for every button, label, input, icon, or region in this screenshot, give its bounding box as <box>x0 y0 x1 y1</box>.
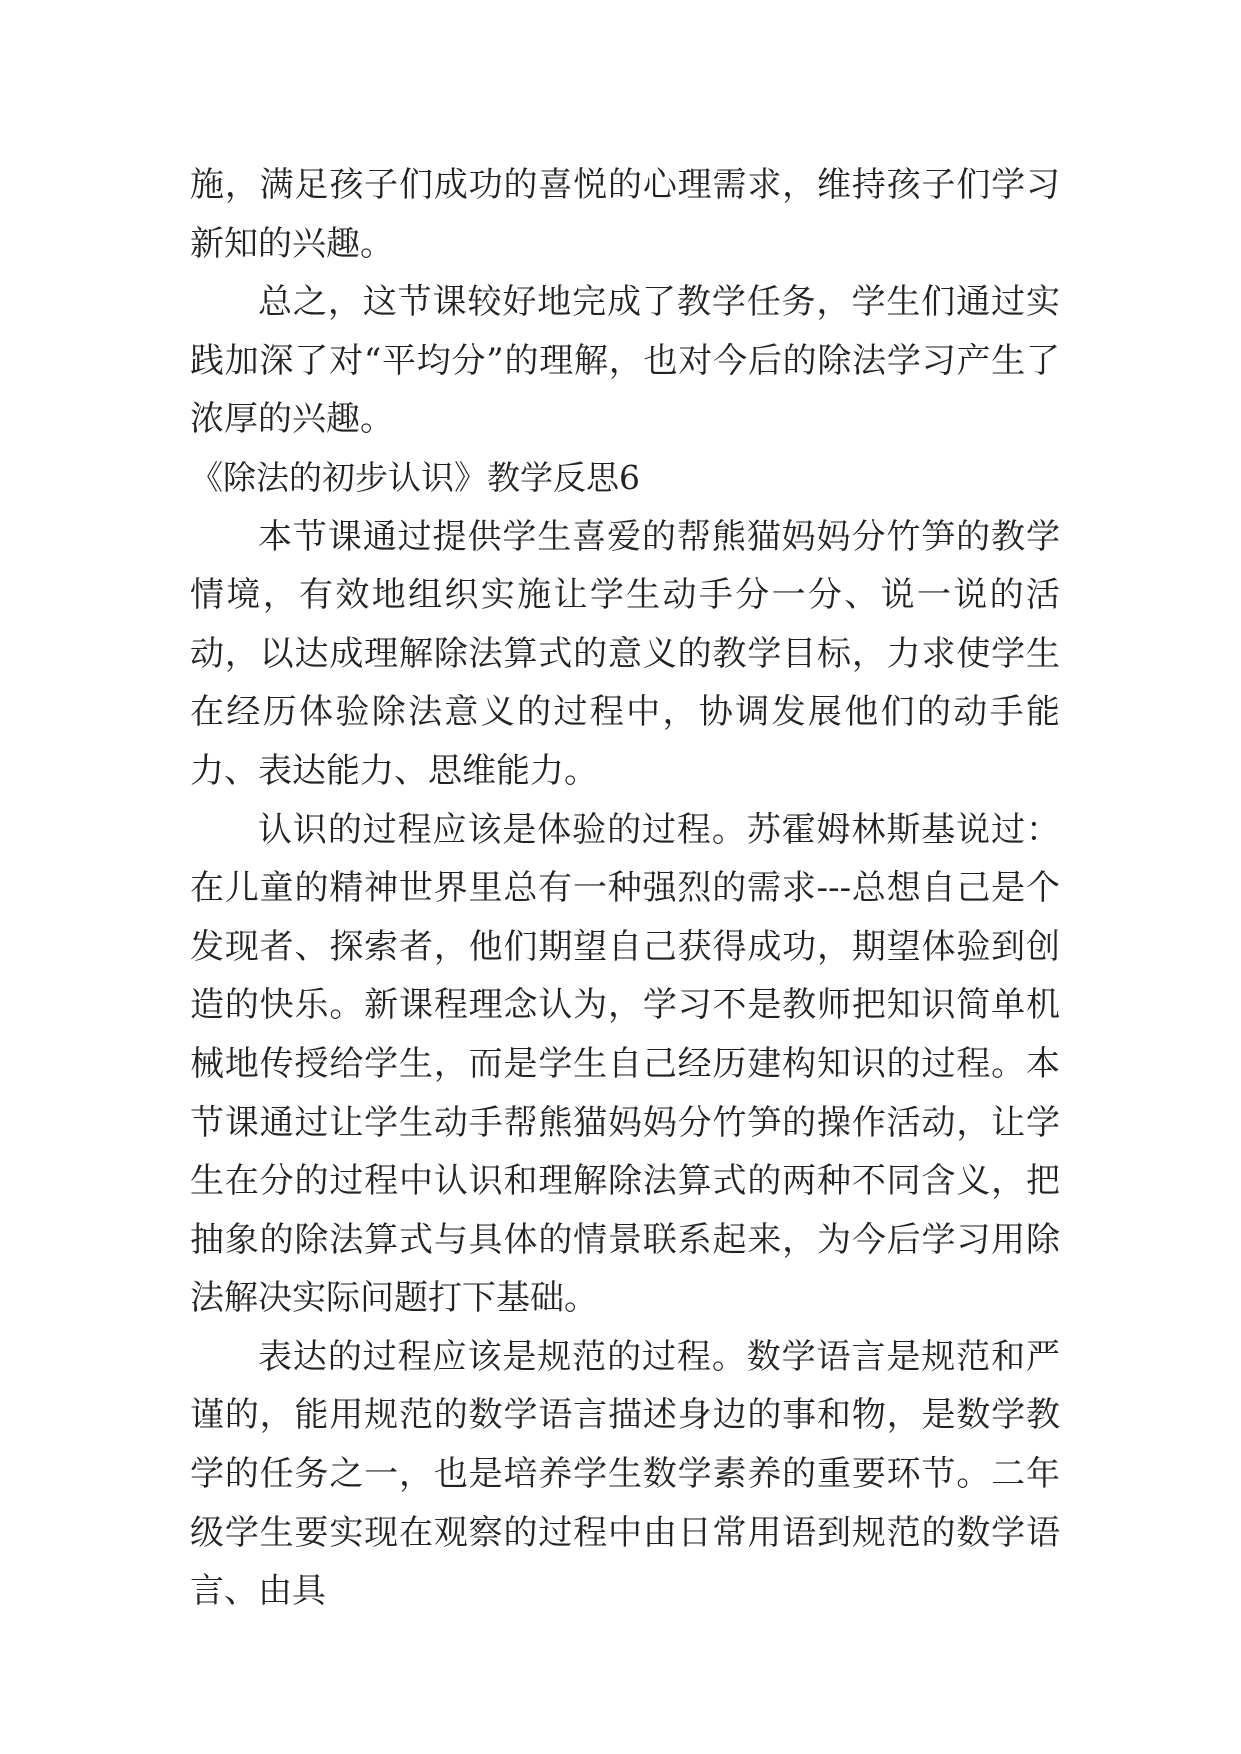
section-heading: 《除法的初步认识》教学反思6 <box>190 457 640 497</box>
paragraph: 施，满足孩子们成功的喜悦的心理需求，维持孩子们学习新知的兴趣。 <box>190 165 1060 264</box>
paragraph: 表达的过程应该是规范的过程。数学语言是规范和严谨的，能用规范的数学语言描述身边的事和物，是数学教学的任务之一，也是培养学生数学素养的重要环节。二年级学生要实现在观察的过程中由日常用语到规范的数学语言、由具 <box>190 1336 1060 1612</box>
paragraph: 本节课通过提供学生喜爱的帮熊猫妈妈分竹笋的教学情境，有效地组织实施让学生动手分一分、说一说的活动，以达成理解除法算式的意义的教学目标，力求使学生在经历体验除法意义的过程中，协调发展他们的动手能力、表达能力、思维能力。 <box>190 516 1060 791</box>
paragraph: 认识的过程应该是体验的过程。苏霍姆林斯基说过：在儿童的精神世界里总有一种强烈的需求---总想自己是个发现者、探索者，他们期望自己获得成功，期望体验到创造的快乐。新课程理念认为，学习不是教师把知识简单机械地传授给学生，而是学生自己经历建构知识的过程。本节课通过让学生动手帮熊猫妈妈分竹笋的操作活动，让学生在分的过程中认识和理解除法算式的两种不同含义，把抽象的除法算式与具体的情景联系起来，为今后学习用除法解决实际问题打下基础。 <box>190 809 1060 1319</box>
document-page <box>190 156 1060 1621</box>
paragraph: 总之，这节课较好地完成了教学任务，学生们通过实践加深了对“平均分”的理解，也对今后的除法学习产生了浓厚的兴趣。 <box>190 282 1060 440</box>
